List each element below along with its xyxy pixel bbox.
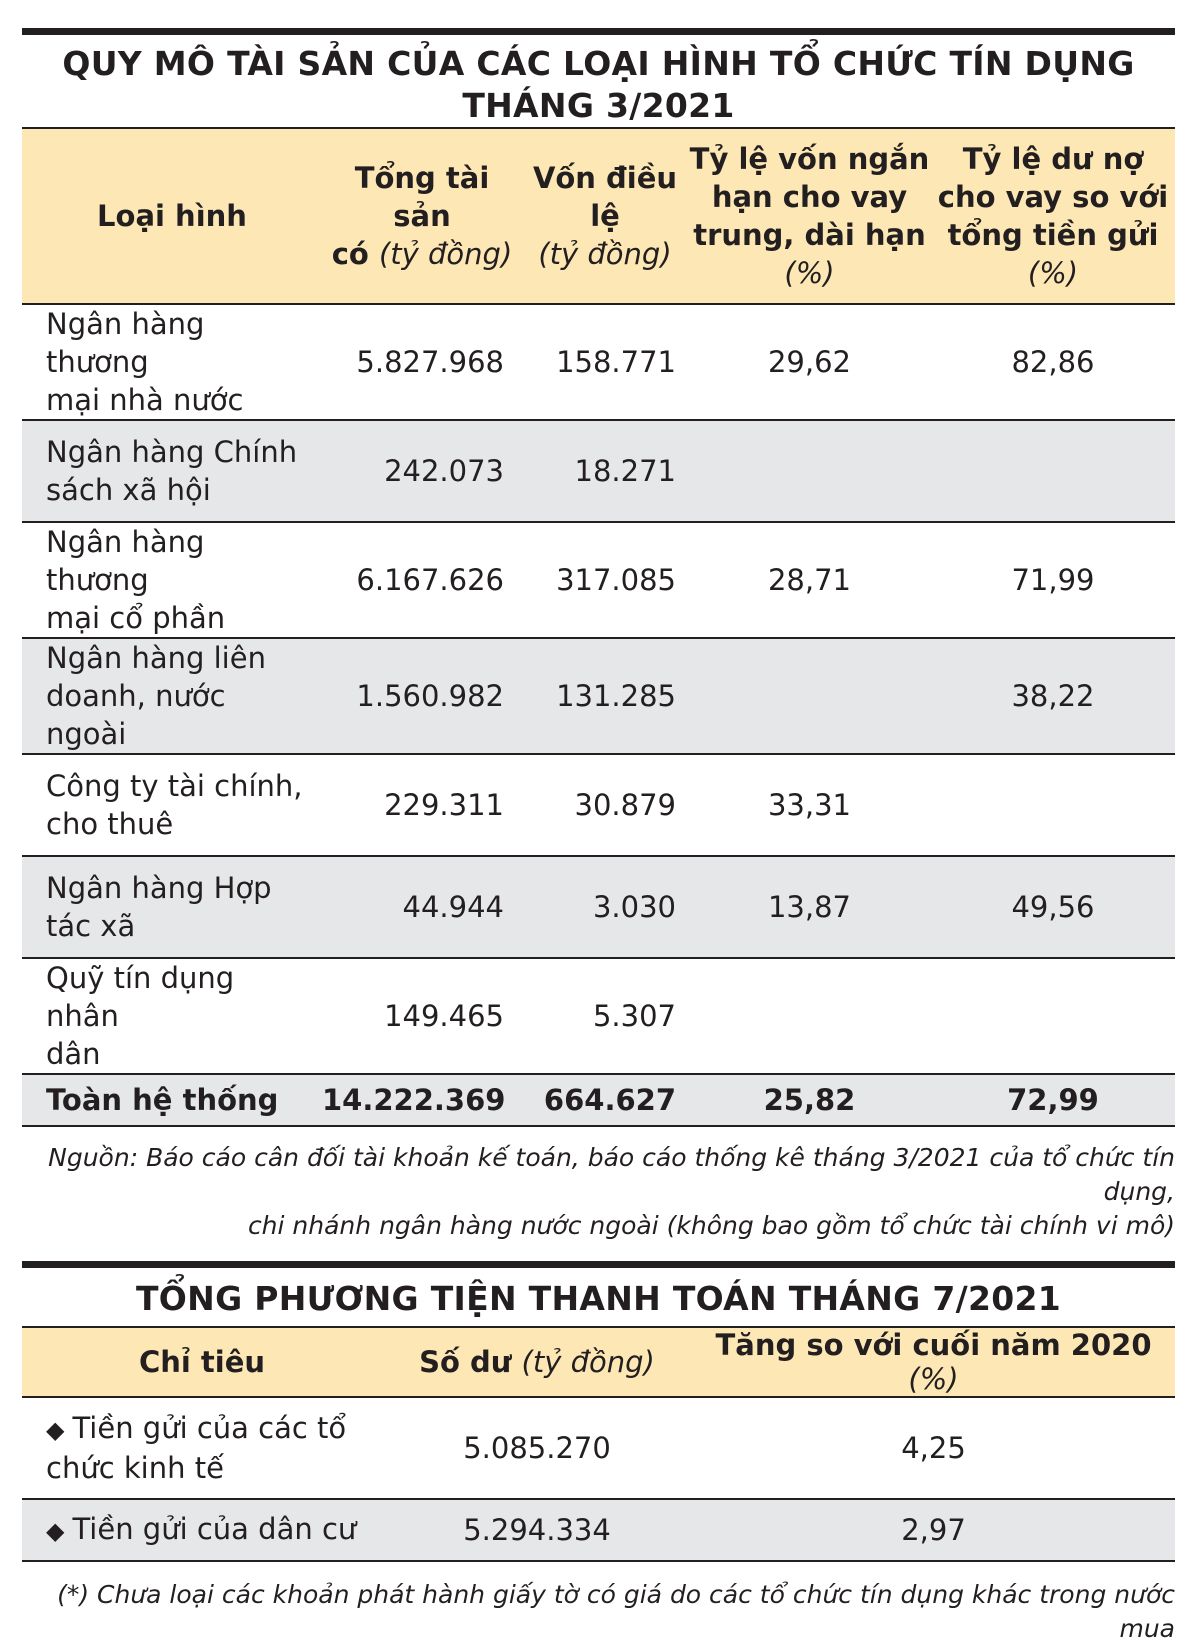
row-capital: 18.271 (522, 420, 688, 522)
total-row (22, 1074, 1175, 1126)
row-type: Ngân hàng Hợp tác xã (22, 856, 322, 958)
asset-table (22, 129, 1175, 1127)
row-assets: 149.465 (322, 958, 522, 1074)
total-loan-ratio: 72,99 (931, 1074, 1175, 1126)
table1-title-line2: THÁNG 3/2021 (462, 86, 735, 125)
row-loan-ratio: 49,56 (931, 856, 1175, 958)
row-short-ratio: 28,71 (688, 522, 931, 638)
row-short-ratio (688, 420, 931, 522)
table2-footnote: (*) Chưa loại các khoản phát hành giấy tờ có giá do các tổ chức tín dụng khác trong nước mua (57, 1580, 1175, 1643)
diamond-bullet-icon: ◆ (46, 1416, 65, 1444)
row-balance: 5.085.270 (382, 1397, 692, 1499)
row-type: Ngân hàng liên doanh, nước ngoài (22, 638, 322, 754)
header-charter-capital: Vốn điều lệ (tỷ đồng) (522, 129, 688, 304)
diamond-bullet-icon: ◆ (46, 1517, 65, 1545)
row-type: Quỹ tín dụng nhân dân (22, 958, 322, 1074)
row-balance: 5.294.334 (382, 1499, 692, 1561)
row-short-ratio (688, 958, 931, 1074)
table-row (22, 420, 1175, 522)
row-type: Ngân hàng thương mại nhà nước (22, 304, 322, 420)
table1-title-line1: QUY MÔ TÀI SẢN CỦA CÁC LOẠI HÌNH TỔ CHỨC TÍN DỤNG (62, 44, 1135, 83)
row-loan-ratio (931, 958, 1175, 1074)
row-short-ratio: 33,31 (688, 754, 931, 856)
section2-rule (22, 1261, 1175, 1268)
table2-title: TỔNG PHƯƠNG TIỆN THANH TOÁN THÁNG 7/2021 (135, 1279, 1062, 1318)
row-assets: 44.944 (322, 856, 522, 958)
top-rule (22, 28, 1175, 35)
header-indicator: Chỉ tiêu (22, 1327, 382, 1397)
payment-table (22, 1326, 1175, 1562)
table1-source-note: Nguồn: Báo cáo cân đối tài khoản kế toán, báo cáo thống kê tháng 3/2021 của tổ chức tín dụng, chi nhánh ngân hàng nước ngoài (không bao gồm tổ chức tài chính vi mô) (48, 1143, 1175, 1240)
row-type: Ngân hàng thương mại cổ phần (22, 522, 322, 638)
row-assets: 5.827.968 (322, 304, 522, 420)
row-loan-ratio: 38,22 (931, 638, 1175, 754)
header-total-assets: Tổng tài sản có (tỷ đồng) (322, 129, 522, 304)
row-capital: 131.285 (522, 638, 688, 754)
row-loan-ratio: 82,86 (931, 304, 1175, 420)
table-row (22, 522, 1175, 638)
total-label: Toàn hệ thống (22, 1074, 322, 1126)
header-growth: Tăng so với cuối năm 2020 (%) (692, 1327, 1175, 1397)
row-short-ratio: 29,62 (688, 304, 931, 420)
infographic (22, 28, 1175, 1646)
header-short-term-ratio: Tỷ lệ vốn ngắn hạn cho vay trung, dài hạn (%) (688, 129, 931, 304)
row-indicator: ◆ Tiền gửi của dân cư (22, 1499, 382, 1561)
row-assets: 6.167.626 (322, 522, 522, 638)
table-row (22, 1499, 1175, 1561)
header-loan-deposit-ratio: Tỷ lệ dư nợ cho vay so với tổng tiền gửi (%) (931, 129, 1175, 304)
row-assets: 1.560.982 (322, 638, 522, 754)
table-header-row (22, 129, 1175, 304)
row-capital: 158.771 (522, 304, 688, 420)
total-capital: 664.627 (522, 1074, 688, 1126)
table-row (22, 958, 1175, 1074)
row-loan-ratio (931, 754, 1175, 856)
row-short-ratio: 13,87 (688, 856, 931, 958)
table-row (22, 1397, 1175, 1499)
row-capital: 3.030 (522, 856, 688, 958)
table-row (22, 754, 1175, 856)
row-short-ratio (688, 638, 931, 754)
row-indicator: ◆ Tiền gửi của các tổ chức kinh tế (22, 1397, 382, 1499)
row-type: Ngân hàng Chính sách xã hội (22, 420, 322, 522)
row-growth: 2,97 (692, 1499, 1175, 1561)
row-capital: 5.307 (522, 958, 688, 1074)
row-capital: 30.879 (522, 754, 688, 856)
total-assets: 14.222.369 (322, 1074, 522, 1126)
table2-header-row (22, 1327, 1175, 1397)
row-assets: 229.311 (322, 754, 522, 856)
table1-title (22, 35, 1175, 127)
table-row (22, 856, 1175, 958)
header-type: Loại hình (22, 129, 322, 304)
total-short-ratio: 25,82 (688, 1074, 931, 1126)
row-growth: 4,25 (692, 1397, 1175, 1499)
row-loan-ratio (931, 420, 1175, 522)
row-capital: 317.085 (522, 522, 688, 638)
row-type: Công ty tài chính, cho thuê (22, 754, 322, 856)
header-balance: Số dư (tỷ đồng) (382, 1327, 692, 1397)
row-assets: 242.073 (322, 420, 522, 522)
table-row (22, 304, 1175, 420)
table-row (22, 638, 1175, 754)
row-loan-ratio: 71,99 (931, 522, 1175, 638)
